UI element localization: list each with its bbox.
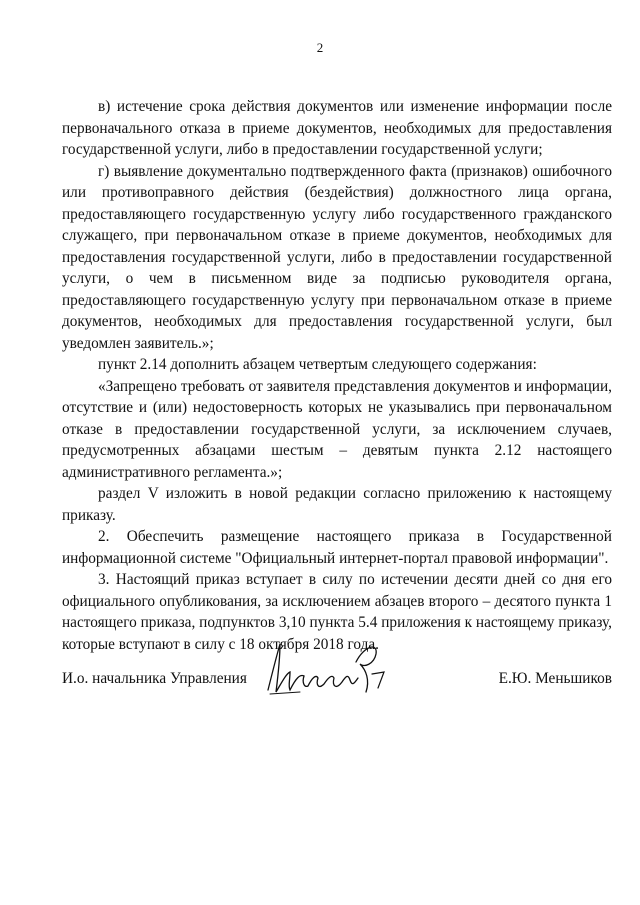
paragraph-quoted-text: «Запрещено требовать от заявителя представления документов и информации, отсутствие и (или) недостоверность которых не указывались при первоначальном отказе в предоставлении государственной услуги, за исключением случаев, предусмотренных абзацами шестым – девятым пункта 2.12 настоящего административного регламента.»;: [62, 377, 612, 481]
signer-name: Е.Ю. Меньшиков: [498, 670, 612, 687]
document-body: [62, 96, 612, 655]
paragraph-g-item: г) выявление документально подтвержденного факта (признаков) ошибочного или противоправного действия (бездействия) должностного лица органа, предоставляющего государственную услугу либо государственного гражданского служащего, при первоначальном отказе в приеме документов, необходимых для предоставления государственной услуги, либо в предоставлении государственной услуги, о чем в письменном виде за подписью руководителя органа, предоставляющего государственную услугу при первоначальном отказе в приеме документов, необходимых для предоставления государственной услуги, был уведомлен заявитель.»;: [62, 162, 612, 352]
signer-position: И.о. начальника Управления: [62, 670, 247, 687]
paragraph-v-item: в) истечение срока действия документов или изменение информации после первоначального отказа в приеме документов, необходимых для предоставления государственной услуги, либо в предоставлении государственной услуги;: [62, 98, 612, 158]
paragraph-section-v: раздел V изложить в новой редакции согласно приложению к настоящему приказу.: [62, 485, 612, 524]
paragraph-clause-2-14: пункт 2.14 дополнить абзацем четвертым следующего содержания:: [98, 356, 537, 373]
paragraph-item-2: 2. Обеспечить размещение настоящего приказа в Государственной информационной системе "Официальный интернет-портал правовой информации".: [62, 528, 612, 567]
page-number: 2: [316, 40, 324, 55]
signature-block: [62, 634, 612, 704]
handwritten-signature: [260, 634, 390, 700]
paragraph-item-3: 3. Настоящий приказ вступает в силу по истечении десяти дней со дня его официального опубликования, за исключением абзацев второго – десятого пункта 1 настоящего приказа, подпунктов 3,10 пункта 5.4 приложения к настоящему приказу, которые вступают в силу с 18 октября 2018 года.: [62, 571, 612, 653]
